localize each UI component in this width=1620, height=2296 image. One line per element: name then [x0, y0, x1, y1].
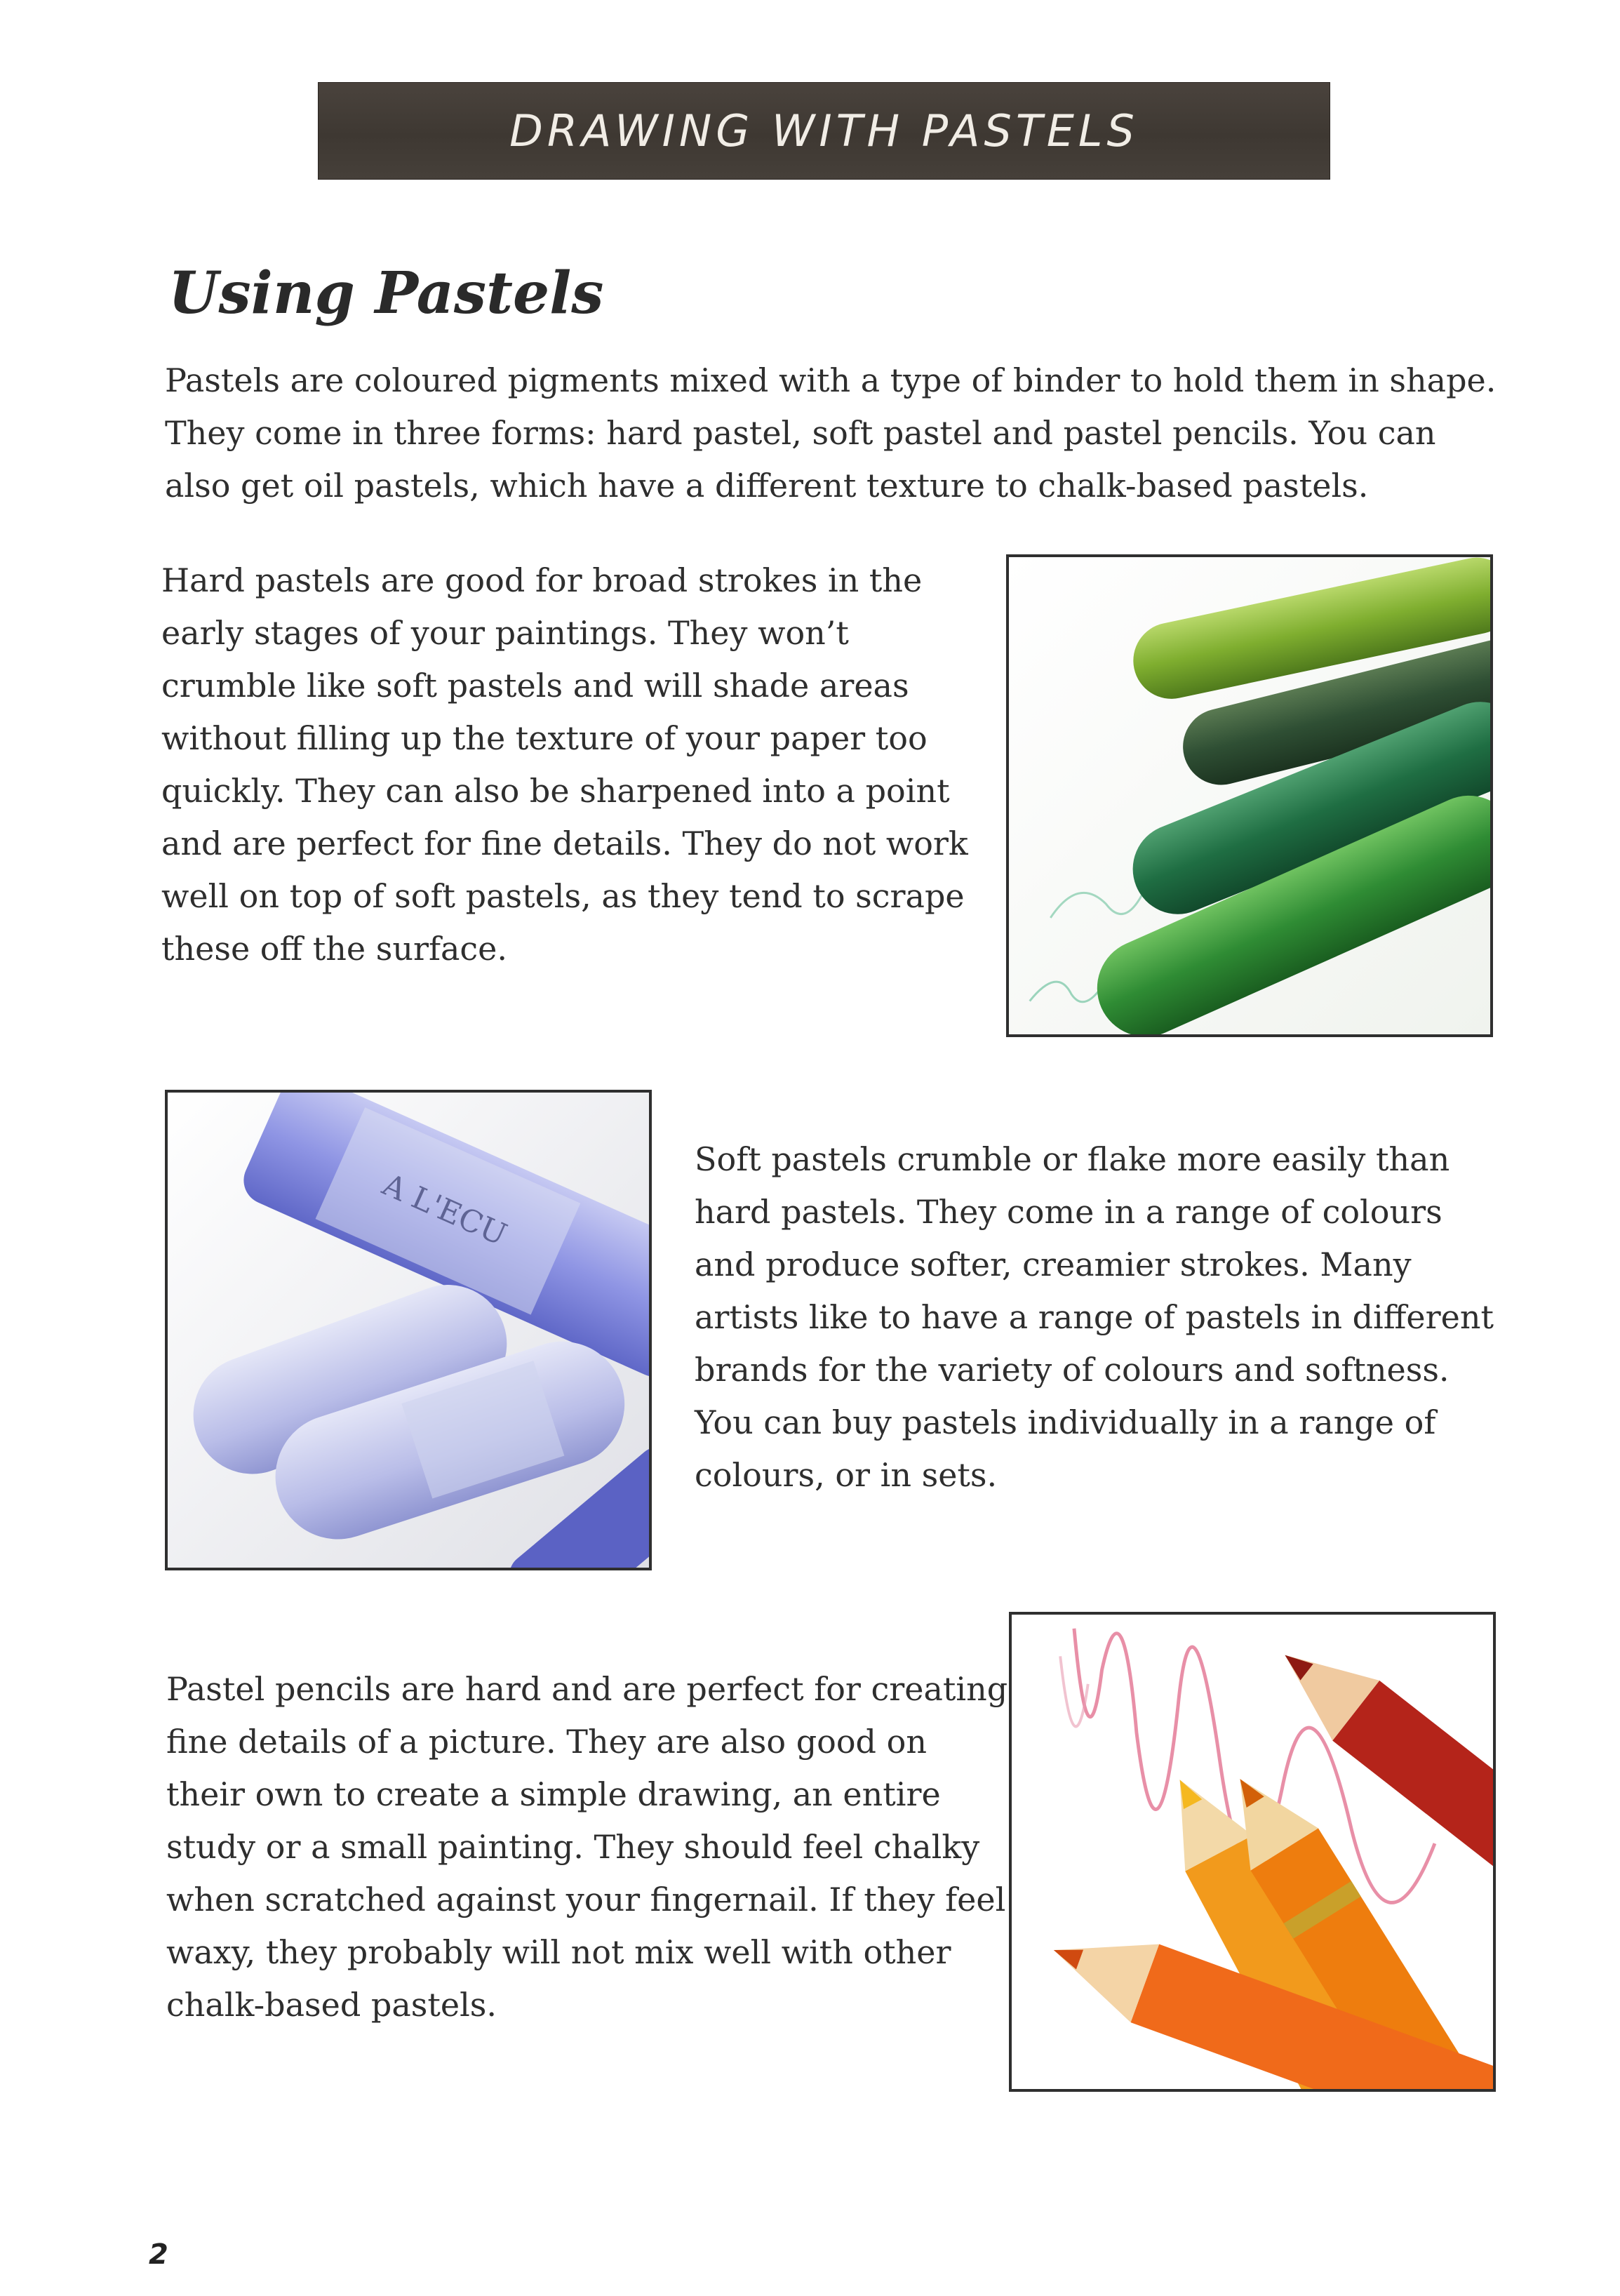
- intro-paragraph: Pastels are coloured pigments mixed with a type of binder to hold them in shape. They come in three forms: hard pastel, soft pastel and pastel pencils. You can also get oil pastels, which have a different texture to chalk-based pastels.: [165, 361, 1497, 505]
- wrapper-label: A L'ECU: [377, 1167, 512, 1253]
- hard-pastels-paragraph: Hard pastels are good for broad strokes in the early stages of your paintings. They won’t crumble like soft pastels and will shade areas without filling up the texture of your paper too quickly. They can also be sharpened into a point and are perfect for fine details. They do not work well on top of soft pastels, as they tend to scrape these off the surface.: [161, 561, 968, 968]
- orange-pastel-pencils-photo: [1009, 1612, 1496, 2092]
- green-hard-pastels-photo: [1006, 554, 1493, 1037]
- blue-soft-pastels-photo: [165, 1090, 652, 1570]
- banner-title: DRAWING WITH PASTELS: [509, 105, 1139, 156]
- soft-pastels-paragraph: Soft pastels crumble or flake more easily than hard pastels. They come in a range of colours and produce softer, creamier strokes. Many artists like to have a range of pastels in different brands for the variety of colours and softness. You can buy pastels individually in a range of colours, or in sets.: [695, 1140, 1494, 1494]
- page-number: 2: [149, 2238, 168, 2271]
- pastel-pencils-paragraph: Pastel pencils are hard and are perfect for creating fine details of a picture. They are also good on their own to create a simple drawing, an entire study or a small painting. They should feel chalky when scratched against your fingernail. If they feel waxy, they probably will not mix well with other chalk-based pastels.: [166, 1670, 1008, 2024]
- section-heading: Using Pastels: [168, 260, 604, 327]
- page-header-banner: [318, 82, 1330, 180]
